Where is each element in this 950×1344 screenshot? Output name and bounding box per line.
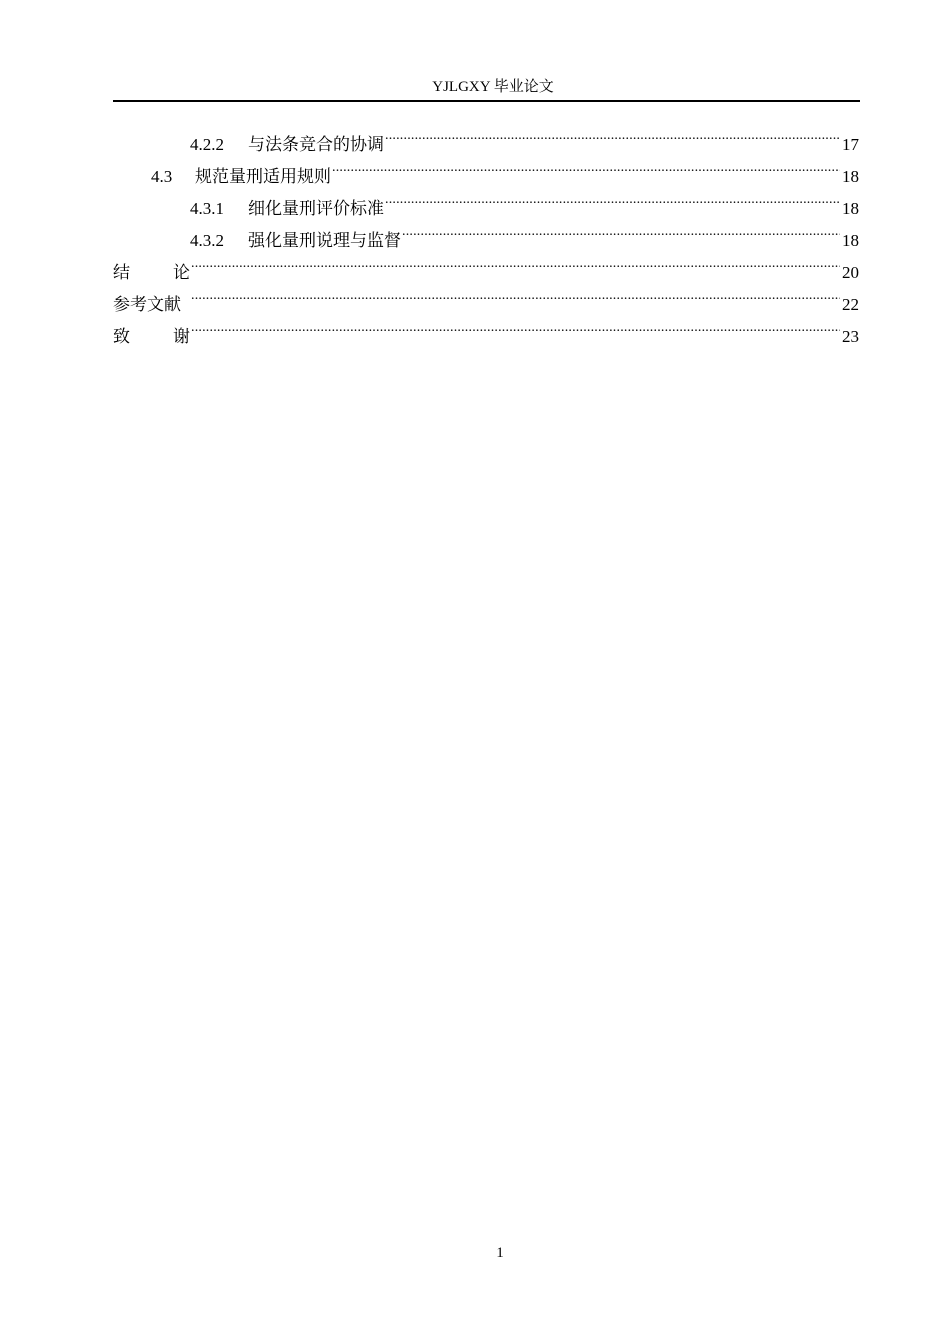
toc-dot-leader — [385, 182, 840, 214]
toc-entry-page: 18 — [842, 199, 859, 218]
toc-dot-leader — [191, 278, 840, 310]
toc-entry-page: 18 — [842, 167, 859, 186]
toc-title-char: 致 — [113, 327, 130, 347]
toc-dot-leader — [191, 246, 840, 278]
page-number: 1 — [496, 1245, 504, 1261]
header-rule — [113, 100, 860, 102]
running-header: YJLGXY 毕业论文 — [432, 79, 554, 95]
toc-entry-title: 与法条竞合的协调 — [248, 135, 384, 154]
toc-entry-page: 23 — [842, 327, 859, 346]
toc-entry-title — [113, 321, 190, 353]
toc-title-char: 结 — [113, 263, 130, 283]
toc-entry-references[interactable] — [113, 278, 859, 315]
toc-entry-page: 20 — [842, 263, 859, 282]
toc-dot-leader — [332, 150, 840, 182]
toc-dot-leader — [402, 214, 840, 246]
toc-entry-number: 4.3 — [151, 167, 173, 186]
toc-dot-leader — [385, 118, 840, 150]
toc-entry-number: 4.3.2 — [190, 231, 224, 250]
toc-entry-page: 22 — [842, 295, 859, 314]
toc-entry-number: 4.3.1 — [190, 199, 224, 218]
table-of-contents — [113, 118, 859, 347]
toc-entry-title — [113, 257, 190, 289]
toc-title-char: 谢 — [173, 327, 190, 347]
toc-entry-page: 18 — [842, 231, 859, 250]
toc-entry-title: 强化量刑说理与监督 — [248, 231, 401, 250]
toc-entry-title: 规范量刑适用规则 — [195, 167, 331, 186]
toc-entry-conclusion[interactable] — [113, 246, 859, 283]
toc-entry-title: 细化量刑评价标准 — [248, 199, 384, 218]
toc-title-char: 论 — [173, 263, 190, 283]
toc-entry-number: 4.2.2 — [190, 135, 224, 154]
toc-entry-title: 参考文献 — [113, 295, 181, 315]
toc-entry-acknowledgements[interactable] — [113, 310, 859, 347]
toc-entry-page: 17 — [842, 135, 859, 154]
toc-entry-4-2-2[interactable] — [113, 118, 859, 154]
toc-dot-leader — [191, 310, 840, 342]
